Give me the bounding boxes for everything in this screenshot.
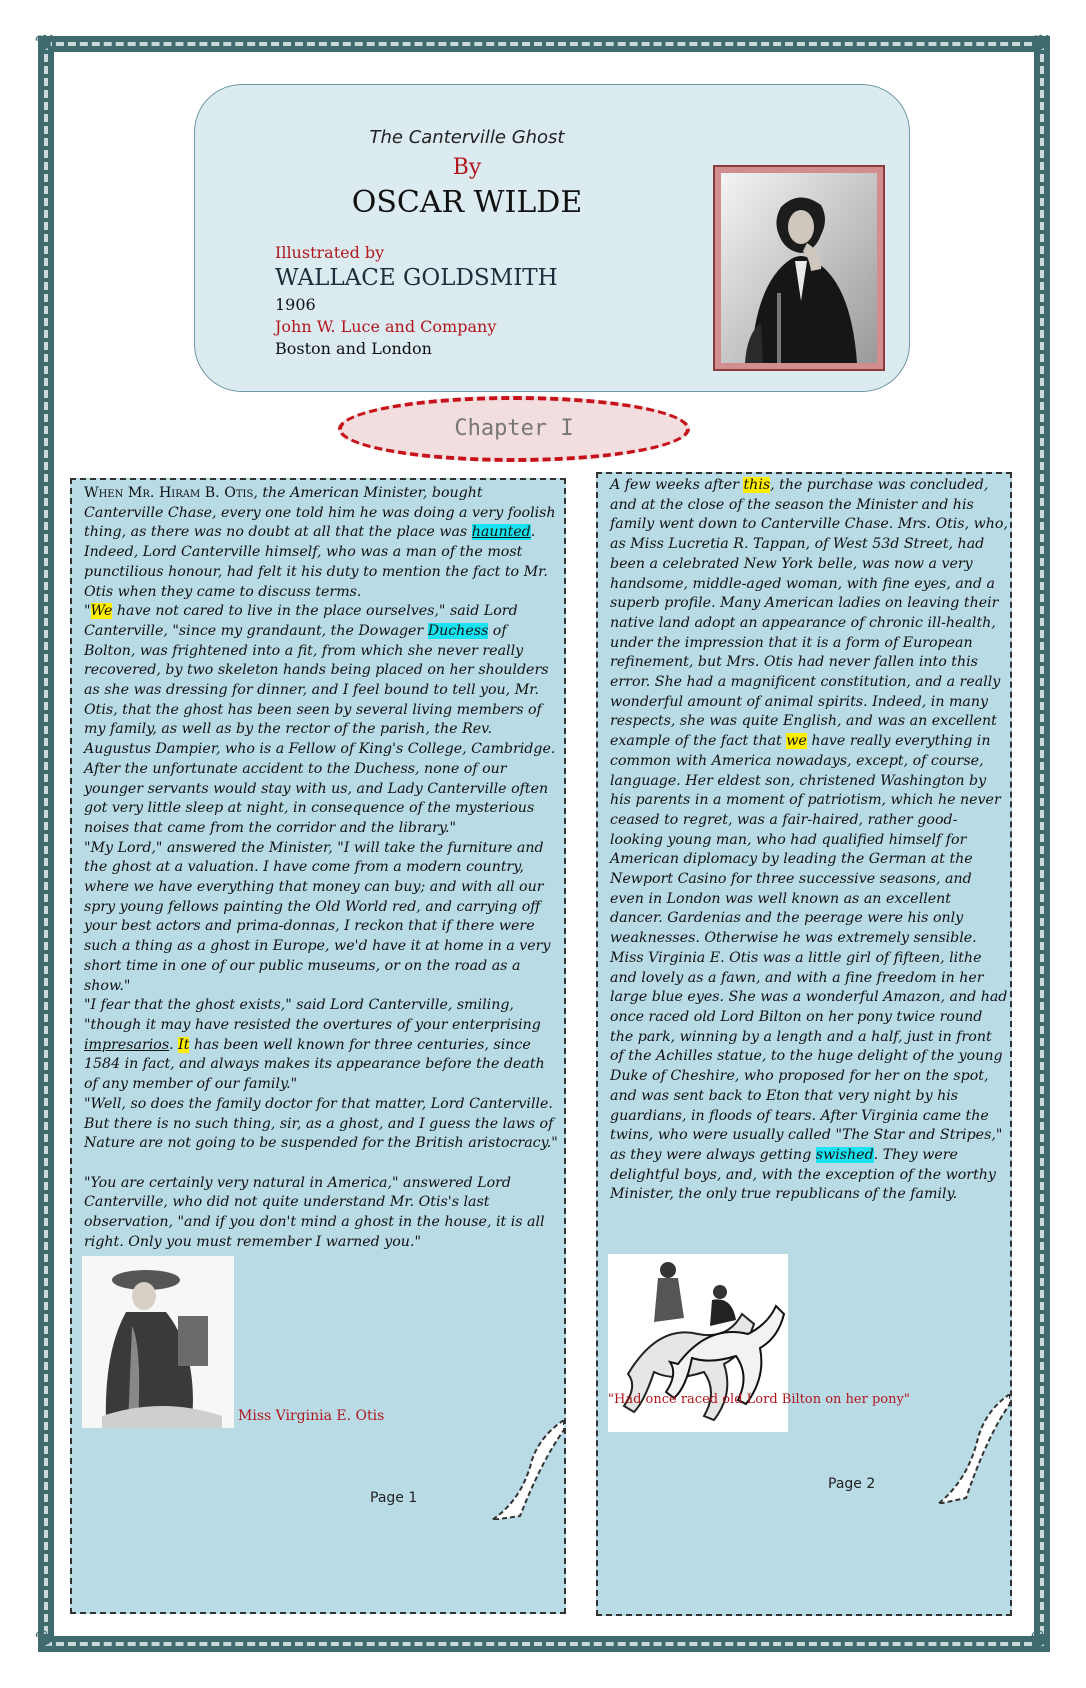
opening-words: When Mr. Hiram B. Otis xyxy=(84,485,254,501)
book-title: The Canterville Ghost xyxy=(369,127,565,148)
page-curl-icon xyxy=(938,1394,1010,1504)
illustrated-by-label: Illustrated by xyxy=(275,243,385,262)
chapter-heading: Chapter I xyxy=(338,396,690,462)
corner-ornament-icon: ❦ xyxy=(34,1626,56,1656)
paragraph: "I fear that the ghost exists," said Lord Canterville, smiling, "though it may have resisted the overtures of your enterprising impresarios. It has been well known for three centuries, since 1584 in fact, and always makes its appearance before the death of any member of our family." xyxy=(84,997,545,1093)
highlighted-word: It xyxy=(178,1036,190,1053)
paragraph: "Well, so does the family doctor for that matter, Lord Canterville. But there is no such thing, sir, as a ghost, and I guess the laws of Nature are not going to be suspended for the British aristocracy." xyxy=(84,1095,558,1152)
page-1-column xyxy=(70,478,566,1614)
illustrator-name: WALLACE GOLDSMITH xyxy=(275,265,558,291)
paragraph: A few weeks after this, the purchase was concluded, and at the close of the season the Minister and his family went down to Canterville Chase. Mrs. Otis, who, as Miss Lucretia R. Tappan, of West 53d Street, had been a celebrated New York belle, was now a very handsome, middle-aged woman, with fine eyes, and a superb profile. Many American ladies on leaving their native land adopt an appearance of chronic ill-health, under the impression that it is a form of European refinement, but Mrs. Otis had never fallen into this error. She had a magnificent constitution, and a really wonderful amount of animal spirits. Indeed, in many respects, she was quite English, and was an excellent example of the fact that we have really everything in common with America nowadays, except, of course, language. Her eldest son, christened Washington by his parents in a moment of patriotism, which he never ceased to regret, was a fair-haired, rather good-looking young man, who had qualified himself for American diplomacy by leading the German at the Newport Casino for three successive seasons, and even in London was well known as an excellent dancer. Gardenias and the peerage were his only weaknesses. Otherwise he was extremely sensible. Miss Virginia E. Otis was a little girl of fifteen, lithe and lovely as a fawn, and with a fine freedom in her large blue eyes. She was a wonderful Amazon, and had once raced old Lord Bilton on her pony twice round the park, winning by a length and a half, just in front of the Achilles statue, to the huge delight of the young Duke of Cheshire, who proposed for her on the spot, and was sent back to Eton that very night by his guardians, in floods of tears. After Virginia came the twins, who were usually called "The Star and Stripes," as they were always getting swished. They were delightful boys, and, with the exception of the worthy Minister, the only true republicans of the family. xyxy=(610,477,1008,1203)
highlighted-word: Duchess xyxy=(427,622,489,639)
corner-ornament-icon: ❦ xyxy=(1030,30,1052,60)
paragraph: "My Lord," answered the Minister, "I will take the furniture and the ghost at a valuation. I have come from a modern country, where we have everything that money can buy; and with all our spry young fellows painting the Old World red, and carrying off your best actors and prima-donnas, I reckon that if there were such a thing as a ghost in Europe, we'd have it at home in a very short time in one of our public museums, or on the road as a show." xyxy=(84,839,551,994)
paragraph: When Mr. Hiram B. Otis, the American Minister, bought Canterville Chase, every one told him he was doing a very foolish thing, as there was no doubt at all that the place was haunted. Indeed, Lord Canterville himself, who was a man of the most punctilious honour, had felt it his duty to mention the fact to Mr. Otis when they came to discuss terms. xyxy=(84,485,556,600)
publication-year: 1906 xyxy=(275,295,316,314)
page-curl-icon xyxy=(492,1420,564,1520)
by-label: By xyxy=(452,155,482,180)
author-portrait-image xyxy=(713,165,885,371)
page-number: Page 1 xyxy=(370,1490,418,1506)
virginia-illustration-image xyxy=(82,1256,234,1428)
page-number: Page 2 xyxy=(828,1476,876,1492)
highlighted-word: swished xyxy=(815,1146,874,1163)
highlighted-word: We xyxy=(90,603,113,620)
author-name: OSCAR WILDE xyxy=(351,185,583,220)
paragraph: "You are certainly very natural in America," answered Lord Canterville, who did not quite understand Mr. Otis's last observation, "and if you don't mind a ghost in the house, it is all right. Only you must remember I warned you." xyxy=(84,1174,545,1250)
underlined-word: impresarios xyxy=(84,1036,170,1053)
corner-ornament-icon: ❦ xyxy=(34,30,56,60)
page-1-text xyxy=(84,484,558,1252)
publication-place: Boston and London xyxy=(275,339,432,358)
paragraph: "We have not cared to live in the place ourselves," said Lord Canterville, "since my grandaunt, the Dowager Duchess of Bolton, was frightened into a fit, from which she never really recovered, by two skeleton hands being placed on her shoulders as she was dressing for dinner, and I feel bound to tell you, Mr. Otis, that the ghost has been seen by several living members of my family, as well as by the rector of the parish, the Rev. Augustus Dampier, who is a Fellow of King's College, Cambridge. After the unfortunate accident to the Duchess, none of our younger servants would stay with us, and Lady Canterville often got very little sleep at night, in consequence of the mysterious noises that came from the corridor and the library." xyxy=(84,603,556,836)
image-caption: Miss Virginia E. Otis xyxy=(238,1408,385,1424)
page-2-text xyxy=(610,476,1008,1205)
page-2-column xyxy=(596,472,1012,1616)
corner-ornament-icon: ❦ xyxy=(1030,1626,1052,1656)
highlighted-word: haunted xyxy=(471,524,531,541)
image-caption: "Had once raced old Lord Bilton on her pony" xyxy=(608,1392,910,1407)
title-panel xyxy=(194,84,910,392)
highlighted-word: we xyxy=(786,733,807,750)
highlighted-word: this xyxy=(743,477,771,493)
publisher: John W. Luce and Company xyxy=(275,317,497,336)
